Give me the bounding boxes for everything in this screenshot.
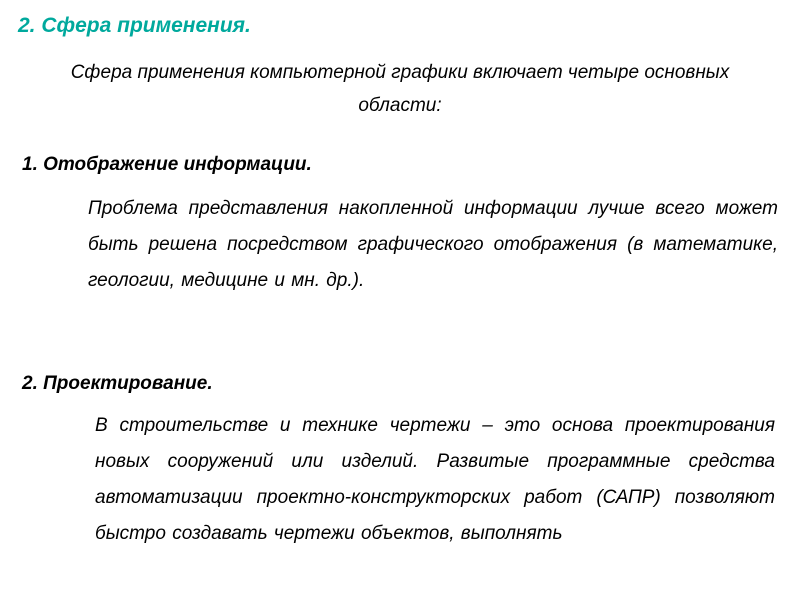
item-1-heading: 1. Отображение информации. xyxy=(22,154,312,175)
intro-paragraph: Сфера применения компьютерной графики включает четыре основных области: xyxy=(70,62,730,116)
item-1-paragraph: Проблема представления накопленной информации лучше всего может быть решена посредством графического отображения (в математике, геологии, медицине и мн. др.). xyxy=(88,198,778,291)
section-title: 2. Сфера применения. xyxy=(18,14,251,37)
item-2-heading: 2. Проектирование. xyxy=(22,373,213,394)
item-2-paragraph: В строительстве и технике чертежи – это основа проектирования новых сооружений или изделий. Развитые программные средства автоматизации проектно-конструкторских работ (САПР) позволяют быстро создавать чертежи объектов, выполнять xyxy=(95,415,775,544)
